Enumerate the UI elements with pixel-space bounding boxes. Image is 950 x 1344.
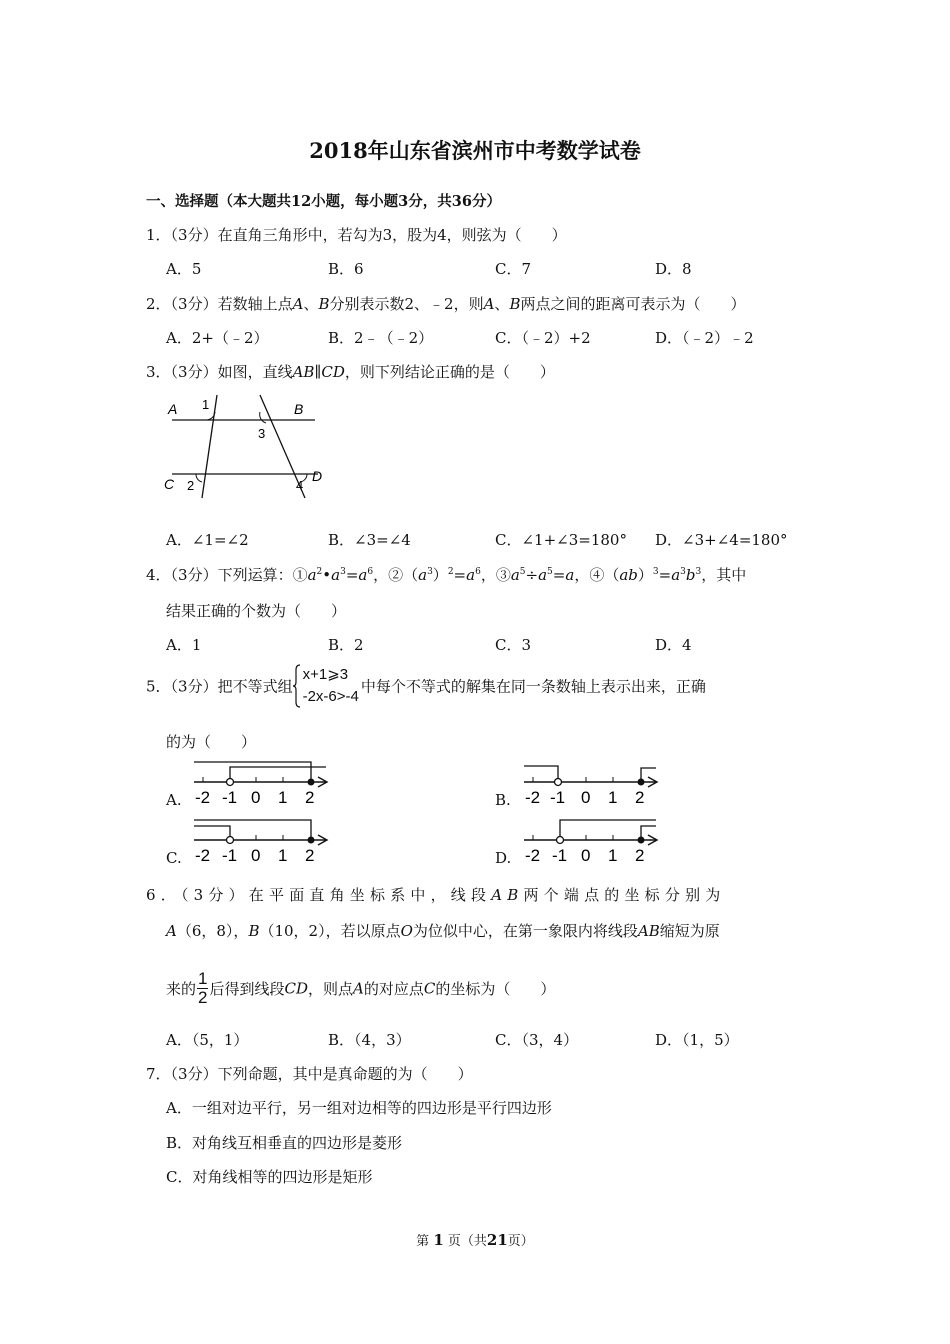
svg-text:-2: -2	[525, 846, 541, 865]
question-4-stem: 4．（3分）下列运算：$①a^2•a^3=a^6$，$②(a^3)^2=a^6$，$③a^5\div a^5=a$，$④(ab)^3=a^3b^3$，其中	[146, 566, 747, 584]
fraction-one-half: $\frac{1}{2}$	[198, 969, 208, 1007]
q5-number-line-b	[520, 758, 665, 808]
q4-option-d: D．4	[655, 636, 692, 654]
q3-option-d: D．∠3+∠4=180°	[655, 531, 788, 549]
svg-text:-2: -2	[525, 788, 541, 807]
angle-2-arc	[196, 474, 202, 482]
parallel-lines-figure	[160, 390, 335, 505]
q1-option-b: B．6	[328, 260, 364, 278]
question-6-stem: 6．（3分）在平面直角坐标系中，线段AB两个端点的坐标分别为	[146, 886, 726, 904]
q2-option-a: A．2+（﹣2）	[166, 329, 269, 347]
q5-option-b-label: B.	[495, 791, 511, 809]
q5-number-line-c	[190, 816, 335, 866]
label-angle-1: 1	[202, 397, 210, 412]
svg-text:-1: -1	[222, 788, 238, 807]
question-2-stem: 2．（3分）若数轴上点A、B分别表示数2、﹣2，则A、B两点之间的距离可表示为（ ）	[146, 295, 746, 313]
question-6-line3: 来的 $\frac{1}{2}$ 后得到线段CD，则点A的对应点C的坐标为（ ）	[166, 969, 556, 1007]
q6-option-b: B．（4，3）	[328, 1031, 411, 1049]
svg-text:-2: -2	[195, 846, 211, 865]
svg-text:-1: -1	[550, 788, 566, 807]
q1-option-c: C．7	[495, 260, 532, 278]
q7-option-b: B．对角线互相垂直的四边形是菱形	[166, 1134, 403, 1152]
q5-option-a-label: A.	[166, 791, 182, 809]
label-a: A	[168, 401, 178, 417]
svg-text:2: 2	[635, 788, 645, 807]
q7-option-a: A．一组对边平行，另一组对边相等的四边形是平行四边形	[166, 1099, 552, 1117]
question-7-stem: 7．（3分）下列命题，其中是真命题的为（ ）	[146, 1065, 473, 1083]
angle-3-arc	[260, 412, 266, 423]
label-angle-4: 4	[296, 478, 304, 493]
svg-text:2: 2	[305, 846, 315, 865]
svg-text:1: 1	[608, 846, 618, 865]
question-3-stem: 3．（3分）如图，直线AB∥CD，则下列结论正确的是（ ）	[146, 363, 555, 381]
question-5-line2: 的为（ ）	[166, 733, 257, 751]
q2-option-c: C．（﹣2）+2	[495, 329, 591, 347]
q1-option-a: A．5	[166, 260, 202, 278]
q4-option-b: B．2	[328, 636, 364, 654]
q4-option-c: C．3	[495, 636, 532, 654]
svg-text:1: 1	[608, 788, 618, 807]
label-c: C	[164, 476, 175, 492]
q3-option-b: B．∠3=∠4	[328, 531, 411, 549]
inequality-1: x+1⩾3	[302, 666, 349, 683]
label-d: D	[312, 468, 323, 484]
svg-text:-2: -2	[195, 788, 211, 807]
q5-option-c-label: C.	[166, 849, 182, 867]
q4-option-a: A．1	[166, 636, 202, 654]
label-b: B	[294, 401, 304, 417]
q3-option-c: C．∠1+∠3=180°	[495, 531, 627, 549]
svg-text:1: 1	[278, 846, 288, 865]
svg-text:-1: -1	[222, 846, 238, 865]
section-heading: 一、选择题（本大题共12小题，每小题3分，共36分）	[146, 193, 501, 210]
q1-option-d: D．8	[655, 260, 692, 278]
svg-text:1: 1	[278, 788, 288, 807]
q5-number-line-d	[520, 816, 665, 866]
q6-option-c: C．（3，4）	[495, 1031, 579, 1049]
svg-text:-1: -1	[552, 846, 568, 865]
svg-text:0: 0	[251, 788, 261, 807]
page-footer: 第 1 页（共21页）	[416, 1231, 534, 1249]
q5-number-line-a	[190, 758, 335, 808]
total-pages: 21	[486, 1231, 508, 1249]
question-6-line2: A（6，8），B（10，2），若以原点O为位似中心，在第一象限内将线段AB缩短为原	[166, 922, 720, 940]
inequality-system	[293, 664, 359, 708]
label-angle-3: 3	[258, 426, 266, 441]
svg-text:2: 2	[635, 846, 645, 865]
q6-option-a: A．（5，1）	[166, 1031, 249, 1049]
question-5-stem: 5．（3分）把不等式组 x+1⩾3 -2x-6>-4 中每个不等式的解集在同一条数轴上表示出来，正确	[146, 664, 706, 708]
q2-option-d: D．（﹣2）﹣2	[655, 329, 754, 347]
page-title: 2018年山东省滨州市中考数学试卷	[309, 138, 641, 163]
svg-text:2: 2	[305, 788, 315, 807]
inequality-2: -2x-6>-4	[302, 688, 359, 705]
svg-text:0: 0	[581, 788, 591, 807]
q5-option-d-label: D.	[495, 849, 512, 867]
q6-option-d: D．（1，5）	[655, 1031, 739, 1049]
svg-text:0: 0	[581, 846, 591, 865]
label-angle-2: 2	[187, 478, 195, 493]
q3-option-a: A．∠1=∠2	[166, 531, 249, 549]
question-4-line2: 结果正确的个数为（ ）	[166, 602, 347, 620]
svg-text:0: 0	[251, 846, 261, 865]
q2-option-b: B．2﹣（﹣2）	[328, 329, 434, 347]
q7-option-c: C．对角线相等的四边形是矩形	[166, 1168, 373, 1186]
current-page: 1	[433, 1231, 444, 1249]
question-1-stem: 1．（3分）在直角三角形中，若勾为3，股为4，则弦为（ ）	[146, 226, 567, 244]
